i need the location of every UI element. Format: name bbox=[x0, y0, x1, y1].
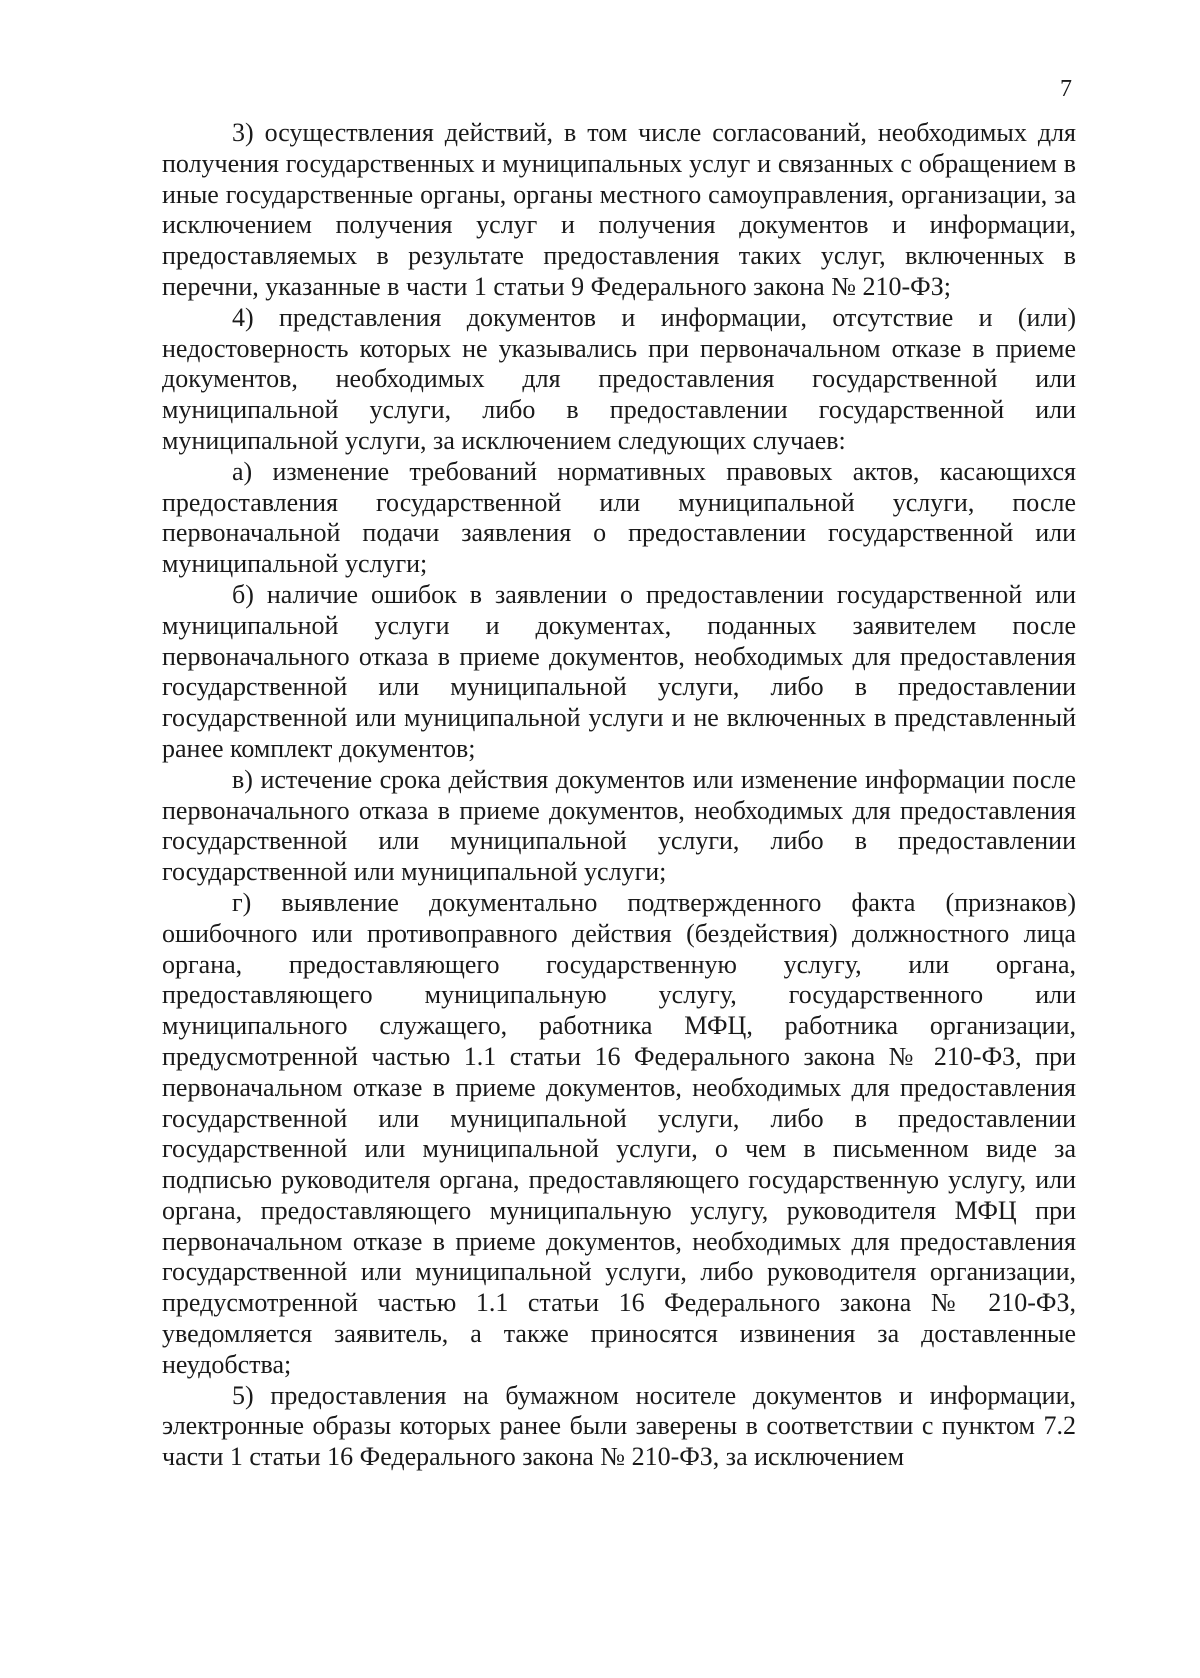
subparagraph-a: а) изменение требований нормативных правовых актов, касающихся предоставления государственной или муниципальной услуги, после первоначальной подачи заявления о предоставлении государственной или муниципальной услуги; bbox=[162, 456, 1076, 579]
paragraph-item-3: 3) осуществления действий, в том числе согласований, необходимых для получения государственных и муниципальных услуг и связанных с обращением в иные государственные органы, органы местного самоуправления, организации, за исключением получения услуг и получения документов и информации, предоставляемых в результате предоставления таких услуг, включенных в перечни, указанные в части 1 статьи 9 Федерального закона № 210-ФЗ; bbox=[162, 118, 1076, 301]
subparagraph-b: б) наличие ошибок в заявлении о предоставлении государственной или муниципальной услуги и документах, поданных заявителем после первоначального отказа в приеме документов, необходимых для предоставления государственной или муниципальной услуги, либо в предоставлении государственной или муниципальной услуги и не включенных в представленный ранее комплект документов; bbox=[162, 579, 1076, 763]
page-number: 7 bbox=[1060, 76, 1072, 102]
subparagraph-g: г) выявление документально подтвержденного факта (признаков) ошибочного или противоправного действия (бездействия) должностного лица органа, предоставляющего государственную услугу, или органа, предоставляющего муниципальную услугу, государственного или муниципального служащего, работника МФЦ, работника организации, предусмотренной частью 1.1 статьи 16 Федерального закона № 210-ФЗ, при первоначальном отказе в приеме документов, необходимых для предоставления государственной или муниципальной услуги, либо в предоставлении государственной или муниципальной услуги, о чем в письменном виде за подписью руководителя органа, предоставляющего государственную услугу, или органа, предоставляющего муниципальную услугу, руководителя МФЦ при первоначальном отказе в приеме документов, необходимых для предоставления государственной или муниципальной услуги, либо руководителя организации, предусмотренной частью 1.1 статьи 16 Федерального закона № 210-ФЗ, уведомляется заявитель, а также приносятся извинения за доставленные неудобства; bbox=[162, 887, 1076, 1379]
document-body bbox=[162, 118, 1076, 1473]
paragraph-item-4: 4) представления документов и информации, отсутствие и (или) недостоверность которых не указывались при первоначальном отказе в приеме документов, необходимых для предоставления государственной или муниципальной услуги, либо в предоставлении государственной или муниципальной услуги, за исключением следующих случаев: bbox=[162, 302, 1076, 455]
paragraph-item-5: 5) предоставления на бумажном носителе документов и информации, электронные образы которых ранее были заверены в соответствии с пунктом 7.2 части 1 статьи 16 Федерального закона № 210-ФЗ, за исключением bbox=[162, 1380, 1076, 1472]
subparagraph-v: в) истечение срока действия документов или изменение информации после первоначального отказа в приеме документов, необходимых для предоставления государственной или муниципальной услуги, либо в предоставлении государственной или муниципальной услуги; bbox=[162, 764, 1076, 887]
